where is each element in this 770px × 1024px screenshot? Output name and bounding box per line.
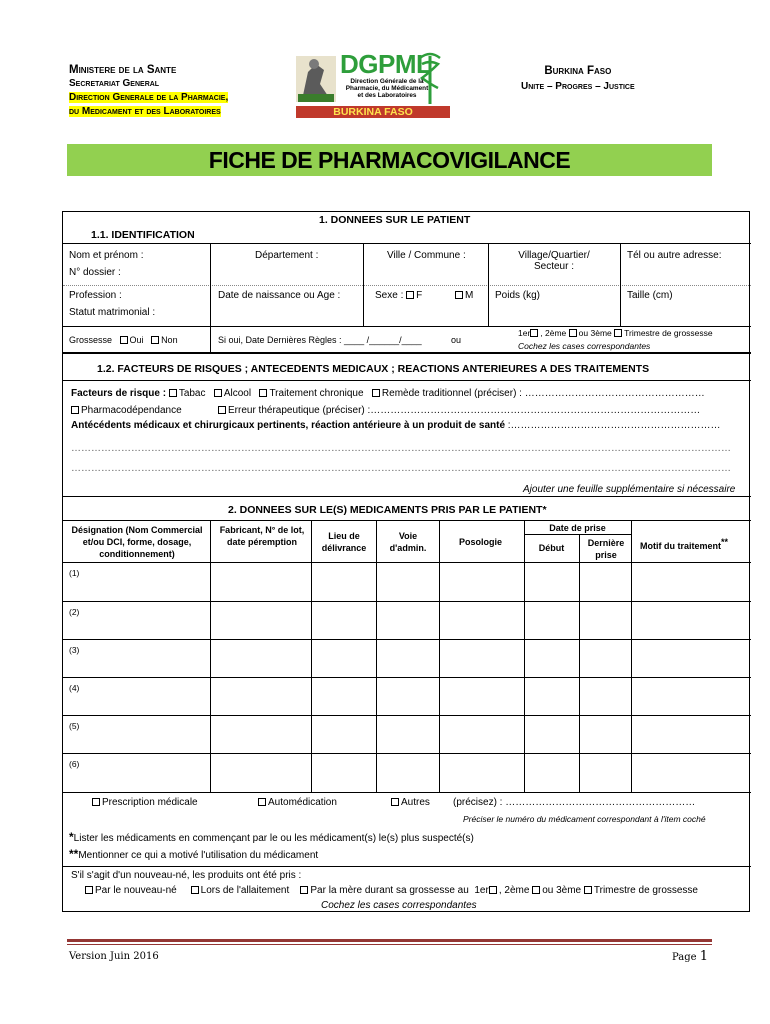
- ville-label: Ville / Commune :: [387, 250, 466, 261]
- naissance-label: Date de naissance ou Age :: [218, 290, 341, 301]
- cochez-note: Cochez les cases correspondantes: [518, 341, 651, 351]
- sexe-m-checkbox[interactable]: [455, 291, 463, 299]
- autres-checkbox[interactable]: [391, 798, 399, 806]
- departement-label: Département :: [255, 250, 319, 261]
- secretariat-name: Secretariat General: [69, 78, 160, 89]
- grossesse-oui-checkbox[interactable]: [120, 336, 128, 344]
- direction-line-1: Direction Generale de la Pharmacie,: [69, 92, 229, 103]
- country-header: [521, 63, 635, 95]
- version-label: Version Juin 2016: [69, 951, 159, 962]
- regles-label: Si oui, Date Dernières Règles : ____ /______/____: [218, 335, 422, 345]
- alcool-checkbox[interactable]: [214, 389, 222, 397]
- col-derniere-prise: Dernière prise: [587, 538, 625, 560]
- autres-option: Autres: [391, 797, 430, 808]
- antecedents-dots-2: ………………………………………………………………………………………………………………………………………………………………………………: [71, 463, 731, 474]
- nn-trim3-checkbox[interactable]: [584, 886, 592, 894]
- prescription-option: Prescription médicale: [92, 797, 198, 808]
- village-label: Village/Quartier/ Secteur :: [518, 250, 590, 272]
- col-voie: Voie d'admin.: [389, 531, 427, 553]
- par-mere-checkbox[interactable]: [300, 886, 308, 894]
- nouveau-ne-label: S'il s'agit d'un nouveau-né, les produits ont été pris :: [71, 870, 302, 881]
- col-posologie: Posologie: [459, 537, 503, 547]
- section-1-heading: 1. DONNEES SUR LE PATIENT: [319, 214, 471, 226]
- direction-line-2: du Medicament et des Laboratoires: [69, 106, 221, 117]
- facteurs-row: Facteurs de risque : Tabac Alcool Traitement chronique Remède traditionnel (préciser) : ………………………………………………: [71, 388, 705, 399]
- sexe-m-field: M: [455, 290, 473, 301]
- col-designation: Désignation (Nom Commercial et/ou DCI, forme, dosage, conditionnement): [71, 525, 203, 559]
- automedication-option: Automédication: [258, 797, 337, 808]
- grossesse-field: Grossesse Oui Non: [69, 335, 178, 345]
- row-label-6: (6): [69, 759, 80, 769]
- row-label-3: (3): [69, 645, 80, 655]
- identification-heading: 1.1. IDENTIFICATION: [91, 229, 195, 241]
- trim2-checkbox[interactable]: [569, 329, 577, 337]
- logo-subtitle: Direction Générale de la Pharmacie, du Médicament et des Laboratoires: [345, 78, 429, 100]
- country-name: Burkina Faso: [544, 65, 612, 77]
- ministry-name: Ministere de la Sante: [69, 64, 177, 76]
- page-number: Page 1: [672, 949, 709, 964]
- traitement-chronique-checkbox[interactable]: [259, 389, 267, 397]
- ou-label: ou: [451, 335, 462, 345]
- allaitement-checkbox[interactable]: [191, 886, 199, 894]
- profession-label: Profession :: [69, 290, 122, 301]
- col-motif: Motif du traitement**: [640, 537, 729, 551]
- row-label-4: (4): [69, 683, 80, 693]
- row-label-2: (2): [69, 607, 80, 617]
- row-label-5: (5): [69, 721, 80, 731]
- logo-banner: BURKINA FASO: [333, 106, 413, 118]
- ministry-header: [69, 63, 228, 119]
- form-title: FICHE DE PHARMACOVIGILANCE: [67, 144, 712, 176]
- par-nouveau-ne-checkbox[interactable]: [85, 886, 93, 894]
- dgpml-logo: [294, 50, 452, 120]
- nn-trim1-checkbox[interactable]: [489, 886, 497, 894]
- footer-rule-thin: [67, 944, 712, 945]
- nom-label: Nom et prénom :: [69, 250, 144, 261]
- grossesse-non-checkbox[interactable]: [151, 336, 159, 344]
- form-frame: [62, 211, 750, 912]
- antecedents-dots-1: ………………………………………………………………………………………………………………………………………………………………………………: [71, 443, 731, 454]
- grid-line: [63, 243, 751, 244]
- logo-name: DGPML: [340, 49, 432, 79]
- col-debut: Début: [538, 543, 565, 553]
- nn-cochez-note: Cochez les cases correspondantes: [321, 900, 477, 911]
- precisez-label: (précisez) : …………………………………………………: [453, 797, 696, 808]
- antecedents-row: Antécédents médicaux et chirurgicaux pertinents, réaction antérieure à un produit de santé :………………………………………………………: [71, 420, 721, 431]
- col-lieu: Lieu de délivrance: [321, 531, 367, 553]
- feuille-note: Ajouter une feuille supplémentaire si nécessaire: [523, 484, 736, 495]
- country-motto: Unite – Progres – Justice: [521, 81, 635, 92]
- section-1-2-heading: 1.2. FACTEURS DE RISQUES ; ANTECEDENTS MEDICAUX ; REACTIONS ANTERIEURES A DES TRAITEMENTS: [97, 363, 650, 375]
- tabac-checkbox[interactable]: [169, 389, 177, 397]
- dossier-label: N° dossier :: [69, 267, 121, 278]
- preciser-numero-note: Préciser le numéro du médicament correspondant à l'item coché: [463, 814, 706, 824]
- col-date-prise: Date de prise: [549, 523, 606, 533]
- nn-trim2-checkbox[interactable]: [532, 886, 540, 894]
- row-label-1: (1): [69, 568, 80, 578]
- trim1-checkbox[interactable]: [530, 329, 538, 337]
- remede-checkbox[interactable]: [372, 389, 380, 397]
- poids-label: Poids (kg): [495, 290, 541, 301]
- section-2-heading: 2. DONNEES SUR LE(S) MEDICAMENTS PRIS PAR LE PATIENT*: [228, 504, 547, 516]
- erreur-therapeutique-checkbox[interactable]: [218, 406, 226, 414]
- sexe-field: Sexe : F: [375, 290, 423, 301]
- taille-label: Taille (cm): [627, 290, 673, 301]
- nouveau-ne-options: Par le nouveau-né Lors de l'allaitement Par la mère durant sa grossesse au 1er , 2ème ou 3ème Trimestre de grossesse: [85, 885, 698, 896]
- col-fabricant: Fabricant, N° de lot, date péremption: [219, 525, 305, 547]
- note-1: *Lister les médicaments en commençant par le ou les médicament(s) le(s) plus suspecté(s): [69, 830, 474, 844]
- automedication-checkbox[interactable]: [258, 798, 266, 806]
- trimestre-field: 1er , 2ème ou 3ème Trimestre de grossesse: [518, 328, 713, 338]
- footer-rule: [67, 939, 712, 942]
- pharmacodependance-checkbox[interactable]: [71, 406, 79, 414]
- erreur-row: Erreur thérapeutique (préciser) :………………………………………………………………………………………: [218, 405, 700, 416]
- trim3-checkbox[interactable]: [614, 329, 622, 337]
- tel-label: Tél ou autre adresse:: [627, 250, 722, 261]
- statut-label: Statut matrimonial :: [69, 307, 156, 318]
- sexe-f-checkbox[interactable]: [406, 291, 414, 299]
- pharmaco-row: Pharmacodépendance: [71, 405, 182, 416]
- note-2: **Mentionner ce qui a motivé l'utilisation du médicament: [69, 847, 319, 861]
- prescription-checkbox[interactable]: [92, 798, 100, 806]
